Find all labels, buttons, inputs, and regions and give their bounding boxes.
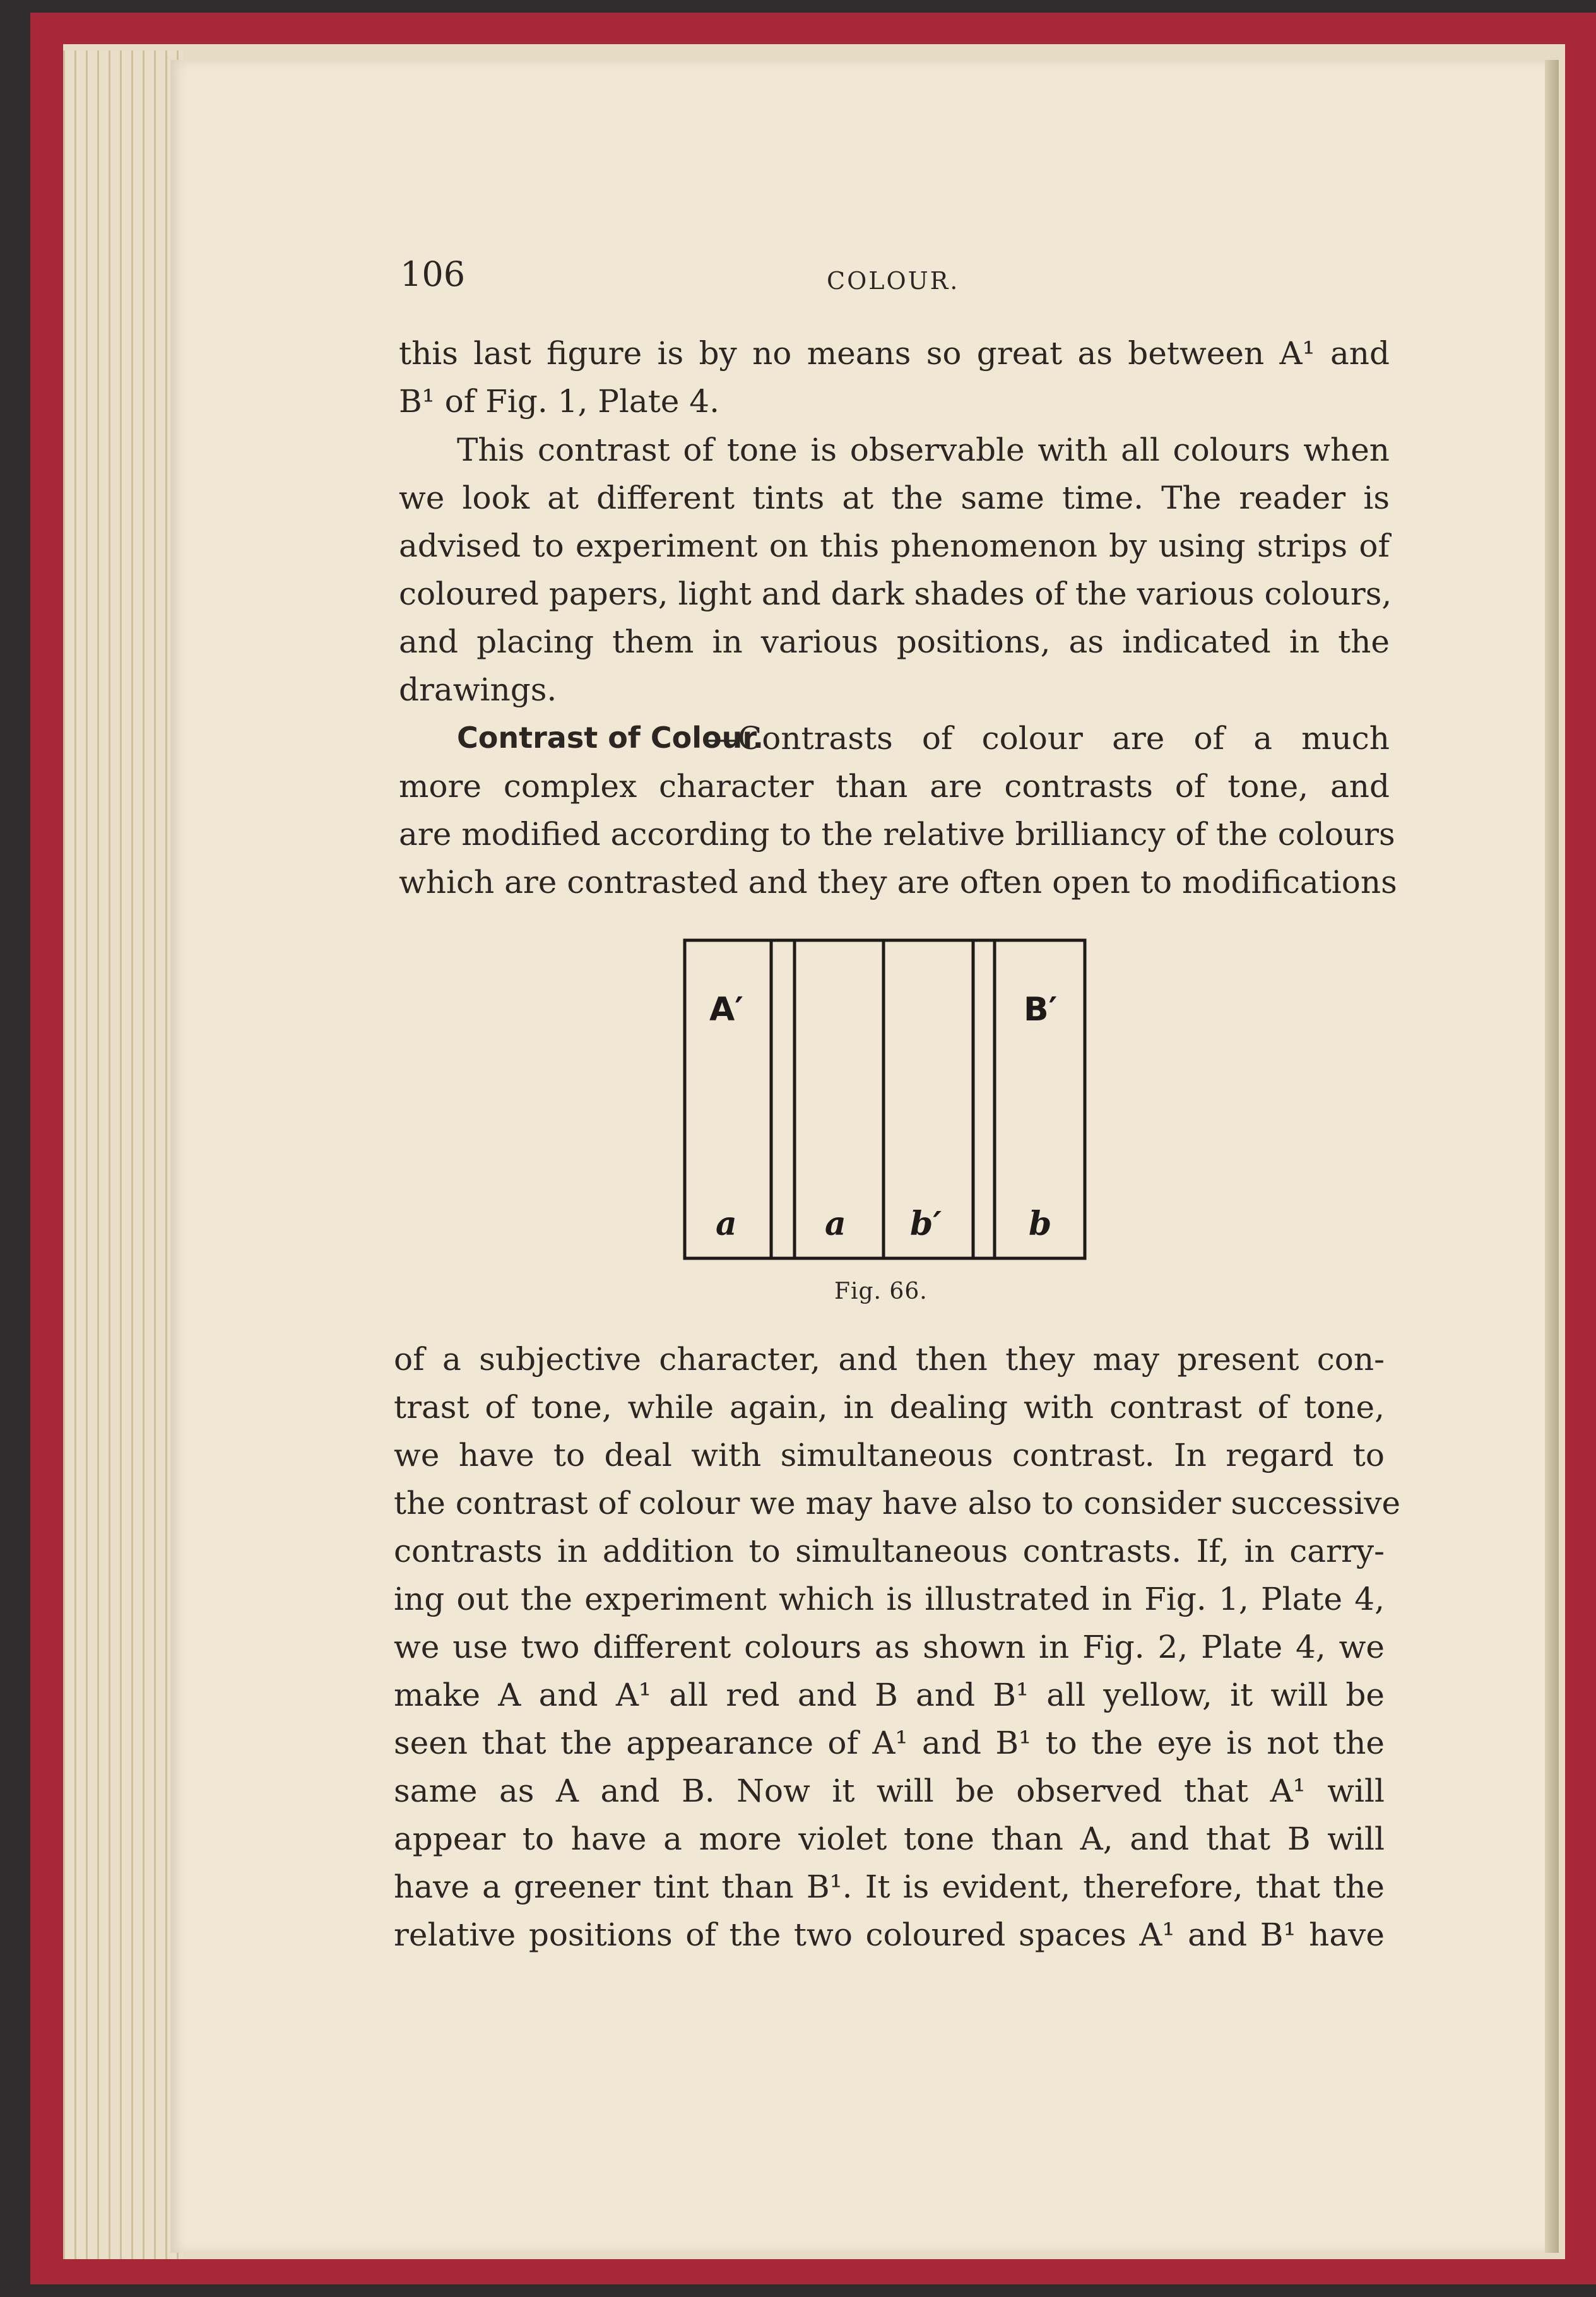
text-line: more complex character than are contrasts of tone, and <box>399 768 1390 805</box>
page-gutter <box>1545 60 1559 2253</box>
text-line: the contrast of colour we may have also to consider successive <box>394 1485 1401 1521</box>
label-B1: B′ <box>1024 991 1058 1029</box>
text-line: we use two different colours as shown in Fig. 2, Plate 4, we <box>394 1629 1385 1665</box>
text-line: this last figure is by no means so great as between A¹ and <box>399 335 1390 372</box>
text-line: we look at different tints at the same time. The reader is <box>399 480 1390 516</box>
label-a-center: a <box>825 1205 846 1243</box>
text-line <box>457 719 1390 757</box>
text-line: contrasts in addition to simultaneous contrasts. If, in carry- <box>394 1533 1385 1569</box>
text-line: trast of tone, while again, in dealing with contrast of tone, <box>394 1389 1385 1426</box>
text-line: seen that the appearance of A¹ and B¹ to the eye is not the <box>394 1725 1385 1761</box>
label-a-left: a <box>716 1205 737 1243</box>
text-line: are modified according to the relative brilliancy of the colours <box>399 816 1395 853</box>
text-line: advised to experiment on this phenomenon by using strips of <box>399 528 1390 564</box>
figure-66-diagram <box>683 938 1087 1260</box>
text-line: ing out the experiment which is illustrated in Fig. 1, Plate 4, <box>394 1581 1385 1617</box>
text-line: appear to have a more violet tone than A, and that B will <box>394 1821 1385 1857</box>
text-line: coloured papers, light and dark shades of the various colours, <box>399 576 1392 612</box>
label-b-center: b′ <box>910 1205 942 1243</box>
figure-caption: Fig. 66. <box>834 1278 928 1304</box>
text-line: of a subjective character, and then they may present con- <box>394 1341 1385 1378</box>
text-line: This contrast of tone is observable with all colours when <box>457 432 1390 468</box>
text-line: drawings. <box>399 671 557 708</box>
text-line: make A and A¹ all red and B and B¹ all yellow, it will be <box>394 1677 1385 1713</box>
section-heading: Contrast of Colour. <box>457 721 764 755</box>
text-line: we have to deal with simultaneous contrast. In regard to <box>394 1437 1385 1473</box>
text-line: have a greener tint than B¹. It is evident, therefore, that the <box>394 1869 1385 1905</box>
text-line: —Contrasts of colour are of a much <box>706 720 1390 757</box>
text-line: B¹ of Fig. 1, Plate 4. <box>399 383 719 420</box>
running-title: COLOUR. <box>827 267 960 295</box>
page-edge-lines <box>63 50 183 2259</box>
label-b-right: b <box>1029 1205 1052 1243</box>
text-line: relative positions of the two coloured spaces A¹ and B¹ have <box>394 1916 1385 1953</box>
label-A1: A′ <box>709 991 743 1029</box>
text-line: same as A and B. Now it will be observed that A¹ will <box>394 1773 1385 1809</box>
page-number: 106 <box>400 254 466 294</box>
text-line: which are contrasted and they are often open to modifications <box>399 864 1397 900</box>
text-line: and placing them in various positions, as indicated in the <box>399 623 1390 660</box>
